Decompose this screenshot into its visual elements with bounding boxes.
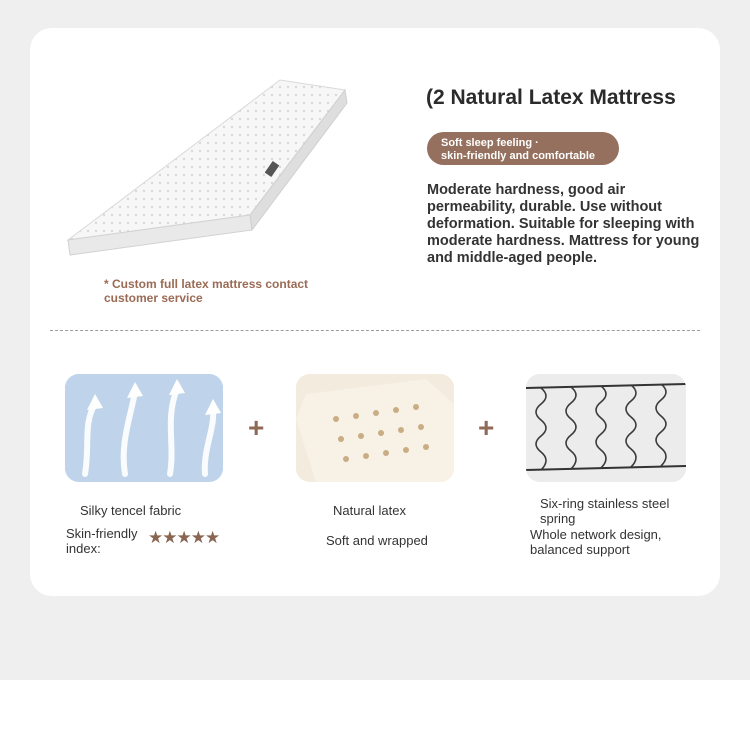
plus-sign-1: + — [248, 412, 265, 443]
mattress-image — [60, 75, 360, 275]
latex-title: Natural latex — [333, 503, 406, 518]
product-description: Moderate hardness, good air permeability, durable. Use without deformation. Suitable for sleeping with moderate hardness. Mattress for young and middle-aged people. — [427, 182, 700, 266]
rating-stars: ★★★★★ — [148, 528, 220, 547]
spring-subtitle: Whole network design, balanced support — [530, 527, 662, 557]
latex-image — [296, 374, 454, 482]
fabric-image — [65, 374, 223, 482]
feeling-line-2: skin-friendly and comfortable — [441, 150, 596, 162]
section-divider — [50, 330, 700, 331]
fabric-title: Silky tencel fabric — [80, 503, 182, 518]
product-title: (2 Natural Latex Mattress — [426, 86, 676, 109]
latex-subtitle: Soft and wrapped — [326, 533, 428, 548]
feeling-line-1: Soft sleep feeling · — [441, 137, 539, 149]
plus-sign-2: + — [478, 412, 495, 443]
spring-title: Six-ring stainless steel spring — [540, 496, 670, 526]
feeling-badge — [427, 132, 619, 165]
contact-note: * Custom full latex mattress contact customer service — [104, 277, 309, 305]
spring-image — [526, 374, 686, 482]
skin-friendly-index-label: Skin-friendly index: — [66, 526, 138, 556]
